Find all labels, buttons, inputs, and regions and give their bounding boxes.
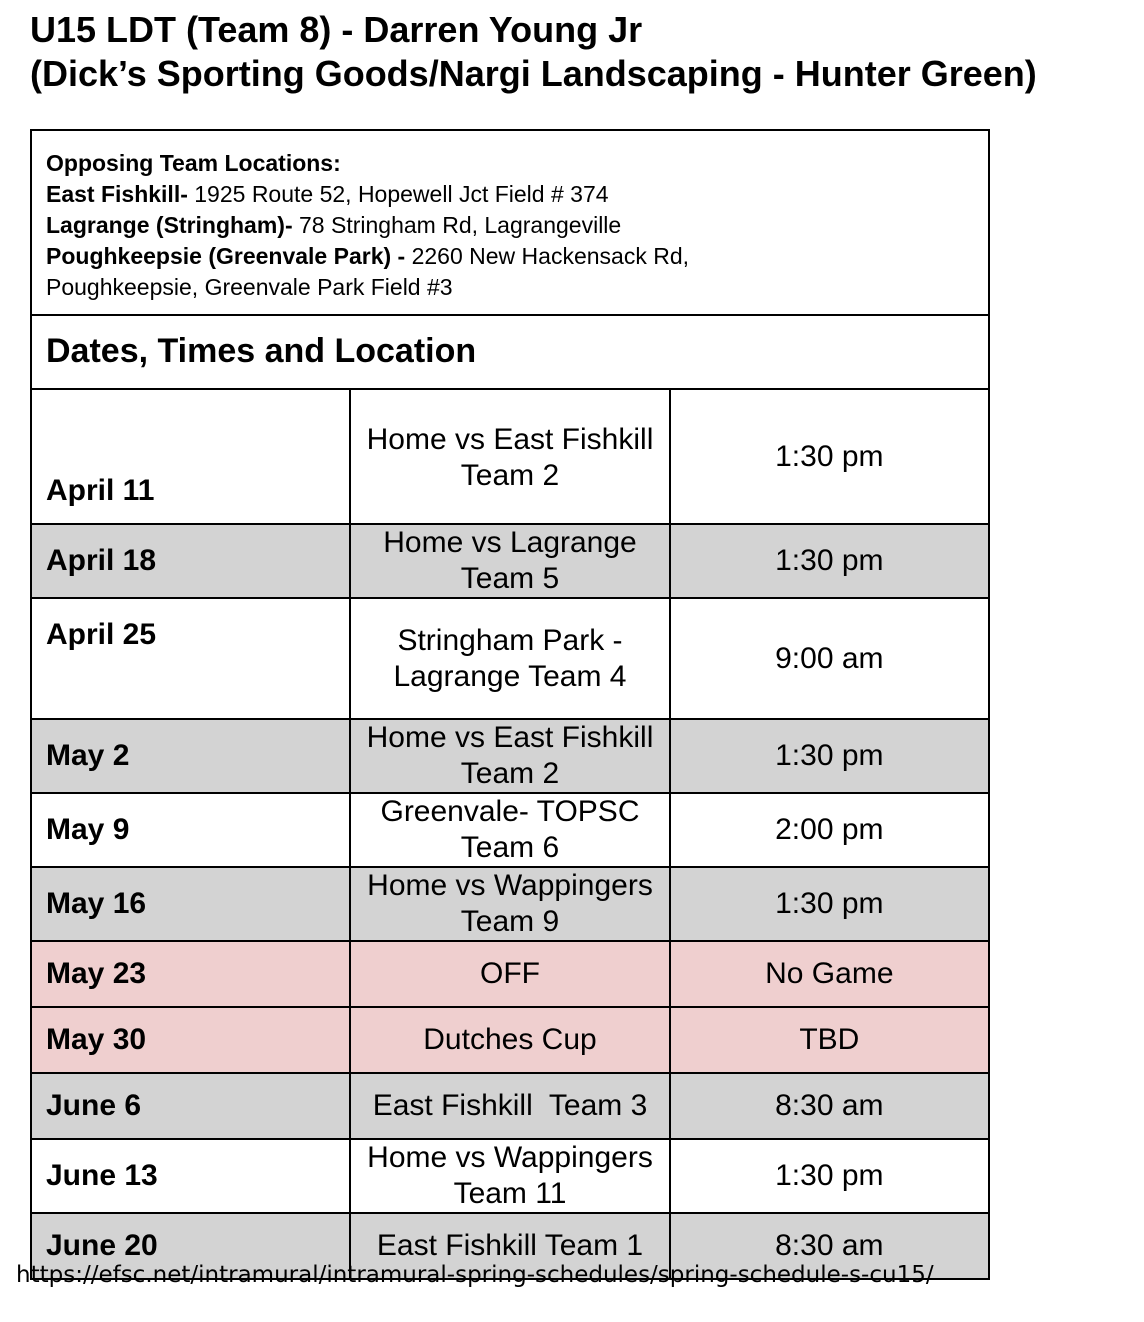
game-date: June 13 (31, 1139, 350, 1213)
table-row (31, 719, 989, 793)
location-poughkeepsie (46, 241, 988, 272)
locations-block (32, 131, 988, 303)
location-poughkeepsie-line2: Poughkeepsie, Greenvale Park Field #3 (46, 274, 453, 300)
game-time: 1:30 pm (670, 719, 989, 793)
game-opponent: Stringham Park - Lagrange Team 4 (350, 598, 669, 719)
location-address: 2260 New Hackensack Rd, (405, 243, 690, 269)
game-time: 1:30 pm (670, 389, 989, 524)
table-row (31, 867, 989, 941)
schedule-heading-row (31, 315, 989, 389)
schedule-table (30, 129, 990, 1280)
table-row (31, 389, 989, 524)
game-time: 1:30 pm (670, 524, 989, 598)
game-time: 8:30 am (670, 1073, 989, 1139)
locations-heading: Opposing Team Locations: (46, 150, 341, 176)
game-opponent: East Fishkill Team 1 (350, 1213, 669, 1279)
game-date: May 2 (31, 719, 350, 793)
game-time: No Game (670, 941, 989, 1007)
game-opponent: Dutches Cup (350, 1007, 669, 1073)
table-row (31, 1007, 989, 1073)
game-opponent: East Fishkill Team 3 (350, 1073, 669, 1139)
location-address: 78 Stringham Rd, Lagrangeville (292, 212, 622, 238)
game-opponent: Home vs Lagrange Team 5 (350, 524, 669, 598)
game-time: 1:30 pm (670, 867, 989, 941)
game-opponent: Home vs Wappingers Team 11 (350, 1139, 669, 1213)
game-time: 9:00 am (670, 598, 989, 719)
game-date: May 30 (31, 1007, 350, 1073)
schedule-heading: Dates, Times and Location (46, 332, 477, 370)
table-row (31, 793, 989, 867)
table-row (31, 941, 989, 1007)
game-date: April 18 (31, 524, 350, 598)
game-date: June 6 (31, 1073, 350, 1139)
page-title-line2: (Dick’s Sporting Goods/Nargi Landscaping - Hunter Green) (30, 53, 1037, 94)
table-row (31, 524, 989, 598)
game-opponent: OFF (350, 941, 669, 1007)
game-date: May 23 (31, 941, 350, 1007)
game-date: June 20 (31, 1213, 350, 1279)
game-opponent: Home vs Wappingers Team 9 (350, 867, 669, 941)
game-time: 2:00 pm (670, 793, 989, 867)
table-row (31, 1139, 989, 1213)
location-lagrange (46, 210, 988, 241)
location-label: Poughkeepsie (Greenvale Park) - (46, 243, 406, 269)
game-opponent: Greenvale- TOPSC Team 6 (350, 793, 669, 867)
location-east-fishkill (46, 179, 988, 210)
page-title-line1: U15 LDT (Team 8) - Darren Young Jr (30, 9, 643, 50)
location-label: East Fishkill- (46, 181, 188, 207)
locations-cell (31, 130, 989, 315)
source-url: https://efsc.net/intramural/intramural-spring-schedules/spring-schedule-s-cu15/ (16, 1262, 934, 1288)
game-opponent: Home vs East Fishkill Team 2 (350, 389, 669, 524)
table-row (31, 1073, 989, 1139)
game-time: 1:30 pm (670, 1139, 989, 1213)
game-time: 8:30 am (670, 1213, 989, 1279)
table-row (31, 598, 989, 719)
game-opponent: Home vs East Fishkill Team 2 (350, 719, 669, 793)
page-title (30, 8, 1037, 96)
location-label: Lagrange (Stringham)- (46, 212, 293, 238)
game-date: May 16 (31, 867, 350, 941)
locations-row (31, 130, 989, 315)
game-time: TBD (670, 1007, 989, 1073)
game-date: April 25 (31, 598, 350, 719)
game-date: April 11 (31, 389, 350, 524)
schedule-heading-cell (31, 315, 989, 389)
game-date: May 9 (31, 793, 350, 867)
location-address: 1925 Route 52, Hopewell Jct Field # 374 (187, 181, 609, 207)
